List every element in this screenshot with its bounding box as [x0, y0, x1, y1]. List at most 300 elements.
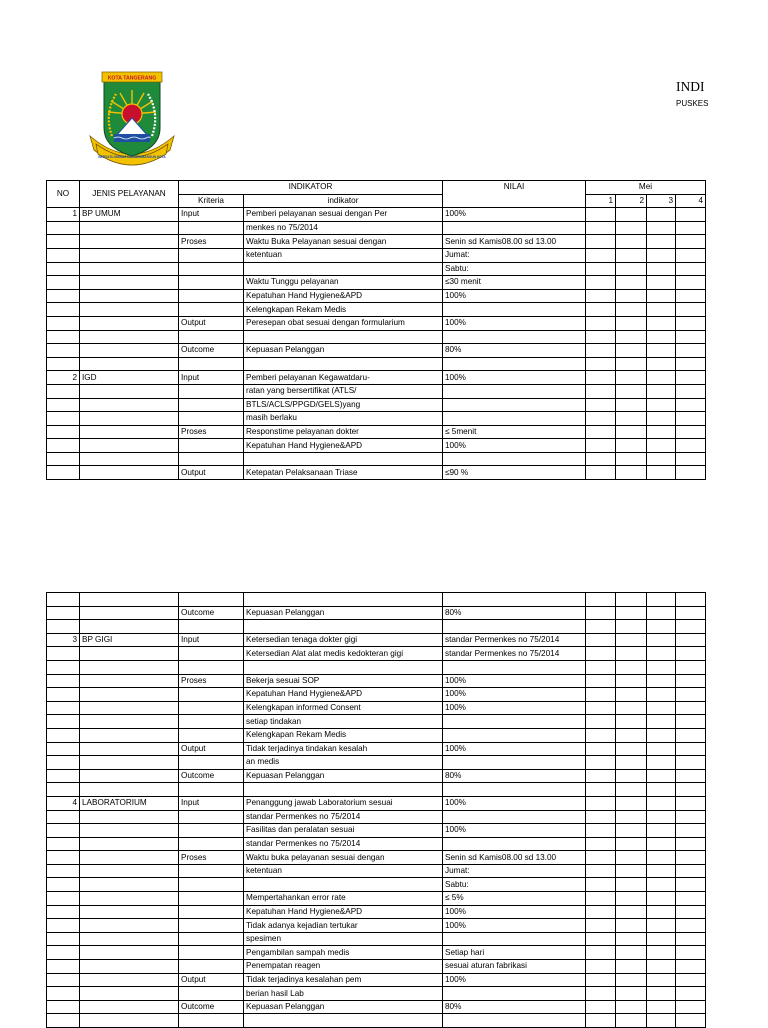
row-kriteria — [179, 919, 244, 933]
row-week-1-cell — [586, 384, 616, 398]
row-week-2-cell — [616, 783, 647, 797]
table-row — [47, 987, 706, 1001]
row-week-3-cell — [647, 932, 676, 946]
row-no — [47, 425, 80, 439]
row-week-3-cell — [647, 633, 676, 647]
row-week-1-cell — [586, 905, 616, 919]
row-kriteria — [179, 892, 244, 906]
header-week-3: 3 — [647, 194, 676, 208]
row-week-1-cell — [586, 973, 616, 987]
table-row — [47, 973, 706, 987]
row-week-3-cell — [647, 728, 676, 742]
row-jenis-pelayanan — [80, 960, 179, 974]
row-week-3-cell — [647, 466, 676, 480]
row-week-3-cell — [647, 647, 676, 661]
row-no — [47, 412, 80, 426]
row-no — [47, 316, 80, 330]
row-week-4-cell — [676, 384, 706, 398]
row-nilai — [443, 728, 586, 742]
row-week-1-cell — [586, 932, 616, 946]
row-week-2-cell — [616, 960, 647, 974]
row-week-4-cell — [676, 620, 706, 634]
row-indikator: Kepatuhan Hand Hygiene&APD — [244, 439, 443, 453]
row-indikator: BTLS/ACLS/PPGD/GELS)yang — [244, 398, 443, 412]
row-week-4-cell — [676, 892, 706, 906]
table-row — [47, 932, 706, 946]
row-indikator: Pemberi pelayanan Kegawatdaru- — [244, 371, 443, 385]
row-no — [47, 593, 80, 607]
row-nilai: Jumat: — [443, 248, 586, 262]
row-week-1-cell — [586, 620, 616, 634]
row-week-3-cell — [647, 756, 676, 770]
row-kriteria — [179, 824, 244, 838]
row-week-3-cell — [647, 276, 676, 290]
row-week-2-cell — [616, 892, 647, 906]
row-week-1-cell — [586, 987, 616, 1001]
table-row — [47, 344, 706, 358]
row-nilai: 100% — [443, 824, 586, 838]
row-nilai — [443, 452, 586, 466]
row-no — [47, 769, 80, 783]
row-kriteria — [179, 987, 244, 1001]
row-jenis-pelayanan: LABORATORIUM — [80, 796, 179, 810]
row-jenis-pelayanan — [80, 973, 179, 987]
row-week-3-cell — [647, 960, 676, 974]
row-week-2-cell — [616, 660, 647, 674]
row-week-1-cell — [586, 235, 616, 249]
row-week-2-cell — [616, 647, 647, 661]
table-row — [47, 593, 706, 607]
row-nilai: 100% — [443, 674, 586, 688]
row-week-4-cell — [676, 1000, 706, 1014]
row-week-3-cell — [647, 783, 676, 797]
row-jenis-pelayanan — [80, 289, 179, 303]
row-nilai: ≤90 % — [443, 466, 586, 480]
row-week-1-cell — [586, 660, 616, 674]
row-week-1-cell — [586, 248, 616, 262]
row-jenis-pelayanan — [80, 235, 179, 249]
row-kriteria — [179, 701, 244, 715]
row-week-1-cell — [586, 466, 616, 480]
row-week-2-cell — [616, 987, 647, 1001]
row-nilai: Jumat: — [443, 864, 586, 878]
row-nilai: Sabtu: — [443, 262, 586, 276]
row-jenis-pelayanan: BP GIGI — [80, 633, 179, 647]
row-indikator: Ketepatan Pelaksanaan Triase — [244, 466, 443, 480]
row-week-2-cell — [616, 756, 647, 770]
row-week-1-cell — [586, 452, 616, 466]
row-kriteria — [179, 660, 244, 674]
row-nilai — [443, 756, 586, 770]
row-indikator: Peresepan obat sesuai dengan formularium — [244, 316, 443, 330]
row-week-3-cell — [647, 919, 676, 933]
table-row — [47, 878, 706, 892]
row-no — [47, 960, 80, 974]
row-week-1-cell — [586, 593, 616, 607]
row-week-3-cell — [647, 398, 676, 412]
row-week-1-cell — [586, 769, 616, 783]
row-week-4-cell — [676, 248, 706, 262]
row-nilai — [443, 398, 586, 412]
row-week-2-cell — [616, 276, 647, 290]
row-week-3-cell — [647, 715, 676, 729]
table-row — [47, 647, 706, 661]
row-nilai: 80% — [443, 1000, 586, 1014]
row-week-4-cell — [676, 973, 706, 987]
row-week-1-cell — [586, 439, 616, 453]
row-kriteria — [179, 452, 244, 466]
row-kriteria — [179, 248, 244, 262]
row-no — [47, 276, 80, 290]
table-row — [47, 905, 706, 919]
row-week-1-cell — [586, 688, 616, 702]
row-kriteria — [179, 303, 244, 317]
row-no — [47, 466, 80, 480]
row-no: 2 — [47, 371, 80, 385]
row-week-4-cell — [676, 606, 706, 620]
row-nilai: 100% — [443, 208, 586, 222]
row-indikator: Kelengkapan Rekam Medis — [244, 303, 443, 317]
row-indikator: Bekerja sesuai SOP — [244, 674, 443, 688]
table-row — [47, 919, 706, 933]
row-week-1-cell — [586, 303, 616, 317]
row-week-2-cell — [616, 466, 647, 480]
row-nilai — [443, 810, 586, 824]
row-indikator: Tidak terjadinya kesalahan pem — [244, 973, 443, 987]
row-kriteria: Outcome — [179, 606, 244, 620]
header-week-2: 2 — [616, 194, 647, 208]
row-no — [47, 620, 80, 634]
row-week-1-cell — [586, 398, 616, 412]
row-week-1-cell — [586, 633, 616, 647]
row-nilai: Sabtu: — [443, 878, 586, 892]
row-indikator: Waktu buka pelayanan sesuai dengan — [244, 851, 443, 865]
row-week-2-cell — [616, 221, 647, 235]
table-row — [47, 384, 706, 398]
row-week-2-cell — [616, 919, 647, 933]
row-nilai — [443, 715, 586, 729]
row-week-2-cell — [616, 289, 647, 303]
row-week-3-cell — [647, 660, 676, 674]
row-week-2-cell — [616, 439, 647, 453]
row-no — [47, 248, 80, 262]
row-week-1-cell — [586, 208, 616, 222]
row-indikator: Ketersedian tenaga dokter gigi — [244, 633, 443, 647]
row-kriteria: Outcome — [179, 769, 244, 783]
row-jenis-pelayanan — [80, 316, 179, 330]
row-week-2-cell — [616, 728, 647, 742]
row-nilai: 100% — [443, 439, 586, 453]
row-jenis-pelayanan — [80, 1014, 179, 1028]
row-nilai: 100% — [443, 289, 586, 303]
row-jenis-pelayanan — [80, 412, 179, 426]
row-week-2-cell — [616, 398, 647, 412]
row-week-1-cell — [586, 728, 616, 742]
row-week-4-cell — [676, 647, 706, 661]
row-week-4-cell — [676, 783, 706, 797]
table-row — [47, 660, 706, 674]
row-week-2-cell — [616, 303, 647, 317]
table-row — [47, 946, 706, 960]
row-week-4-cell — [676, 864, 706, 878]
row-jenis-pelayanan — [80, 344, 179, 358]
row-no — [47, 864, 80, 878]
row-no — [47, 674, 80, 688]
row-week-3-cell — [647, 248, 676, 262]
header-indikator: INDIKATOR — [179, 181, 443, 195]
row-week-4-cell — [676, 701, 706, 715]
table-row — [47, 606, 706, 620]
row-week-4-cell — [676, 688, 706, 702]
row-indikator: Kelengkapan Rekam Medis — [244, 728, 443, 742]
row-week-3-cell — [647, 262, 676, 276]
row-week-2-cell — [616, 742, 647, 756]
row-indikator: spesimen — [244, 932, 443, 946]
row-week-2-cell — [616, 674, 647, 688]
row-week-2-cell — [616, 633, 647, 647]
row-kriteria: Outcome — [179, 1000, 244, 1014]
row-week-3-cell — [647, 330, 676, 344]
table-row — [47, 756, 706, 770]
row-kriteria — [179, 946, 244, 960]
row-no — [47, 701, 80, 715]
row-nilai — [443, 1014, 586, 1028]
row-kriteria — [179, 384, 244, 398]
header-indikator-sub: indikator — [244, 194, 443, 208]
logo-ribbon-text: BERSATU MAWAS DIRI MEMBANGUN KOTA — [98, 155, 166, 159]
row-indikator — [244, 593, 443, 607]
row-jenis-pelayanan — [80, 466, 179, 480]
row-no — [47, 756, 80, 770]
row-week-2-cell — [616, 425, 647, 439]
row-kriteria — [179, 756, 244, 770]
row-week-1-cell — [586, 810, 616, 824]
row-week-1-cell — [586, 960, 616, 974]
row-nilai — [443, 932, 586, 946]
row-indikator: Kepatuhan Hand Hygiene&APD — [244, 905, 443, 919]
row-indikator: an medis — [244, 756, 443, 770]
row-week-1-cell — [586, 919, 616, 933]
row-week-2-cell — [616, 330, 647, 344]
row-nilai: 100% — [443, 742, 586, 756]
row-kriteria — [179, 357, 244, 371]
row-week-2-cell — [616, 824, 647, 838]
row-indikator — [244, 878, 443, 892]
row-week-3-cell — [647, 973, 676, 987]
row-no: 1 — [47, 208, 80, 222]
row-week-3-cell — [647, 221, 676, 235]
row-jenis-pelayanan — [80, 715, 179, 729]
row-jenis-pelayanan — [80, 221, 179, 235]
row-indikator: Kepatuhan Hand Hygiene&APD — [244, 289, 443, 303]
row-week-4-cell — [676, 905, 706, 919]
row-kriteria: Input — [179, 208, 244, 222]
row-week-2-cell — [616, 593, 647, 607]
row-week-1-cell — [586, 316, 616, 330]
row-week-1-cell — [586, 824, 616, 838]
row-week-2-cell — [616, 688, 647, 702]
table-row — [47, 412, 706, 426]
table-row — [47, 303, 706, 317]
row-week-4-cell — [676, 742, 706, 756]
row-week-2-cell — [616, 357, 647, 371]
row-kriteria — [179, 439, 244, 453]
table-row — [47, 824, 706, 838]
row-week-4-cell — [676, 946, 706, 960]
table-row — [47, 466, 706, 480]
row-kriteria — [179, 262, 244, 276]
row-nilai: Setiap hari — [443, 946, 586, 960]
row-kriteria — [179, 905, 244, 919]
row-week-3-cell — [647, 452, 676, 466]
row-no — [47, 1000, 80, 1014]
row-jenis-pelayanan — [80, 851, 179, 865]
row-kriteria — [179, 647, 244, 661]
row-no — [47, 715, 80, 729]
row-week-4-cell — [676, 412, 706, 426]
row-kriteria — [179, 412, 244, 426]
row-week-1-cell — [586, 1014, 616, 1028]
row-no — [47, 344, 80, 358]
row-jenis-pelayanan — [80, 303, 179, 317]
row-week-3-cell — [647, 892, 676, 906]
row-week-4-cell — [676, 221, 706, 235]
row-week-2-cell — [616, 701, 647, 715]
header-jenis-pelayanan: JENIS PELAYANAN — [80, 181, 179, 208]
row-week-2-cell — [616, 344, 647, 358]
row-week-4-cell — [676, 987, 706, 1001]
row-week-3-cell — [647, 701, 676, 715]
row-week-1-cell — [586, 412, 616, 426]
row-jenis-pelayanan — [80, 878, 179, 892]
table-row — [47, 769, 706, 783]
row-week-1-cell — [586, 371, 616, 385]
row-week-4-cell — [676, 357, 706, 371]
header-week-4: 4 — [676, 194, 706, 208]
row-week-2-cell — [616, 606, 647, 620]
row-week-2-cell — [616, 235, 647, 249]
header-nilai: NILAI — [443, 181, 586, 208]
row-week-4-cell — [676, 796, 706, 810]
row-indikator: menkes no 75/2014 — [244, 221, 443, 235]
table-row — [47, 728, 706, 742]
logo-banner-text: KOTA TANGERANG — [107, 75, 157, 82]
row-nilai — [443, 357, 586, 371]
row-nilai: ≤30 menit — [443, 276, 586, 290]
row-jenis-pelayanan — [80, 946, 179, 960]
row-nilai: 80% — [443, 344, 586, 358]
row-no — [47, 289, 80, 303]
row-week-4-cell — [676, 932, 706, 946]
row-nilai: Senin sd Kamis08.00 sd 13.00 — [443, 235, 586, 249]
row-nilai: 80% — [443, 769, 586, 783]
row-week-3-cell — [647, 810, 676, 824]
row-kriteria — [179, 620, 244, 634]
table-row — [47, 235, 706, 249]
row-week-3-cell — [647, 864, 676, 878]
table-row — [47, 398, 706, 412]
row-indikator — [244, 330, 443, 344]
table-row — [47, 715, 706, 729]
row-kriteria — [179, 864, 244, 878]
row-week-2-cell — [616, 769, 647, 783]
row-nilai: Senin sd Kamis08.00 sd 13.00 — [443, 851, 586, 865]
row-week-1-cell — [586, 276, 616, 290]
row-no — [47, 262, 80, 276]
row-week-2-cell — [616, 878, 647, 892]
row-nilai — [443, 593, 586, 607]
row-indikator: Pengambilan sampah medis — [244, 946, 443, 960]
row-kriteria — [179, 398, 244, 412]
row-no — [47, 851, 80, 865]
row-nilai — [443, 384, 586, 398]
row-indikator: Ketersedian Alat alat medis kedokteran gigi — [244, 647, 443, 661]
row-week-4-cell — [676, 330, 706, 344]
row-week-4-cell — [676, 316, 706, 330]
row-jenis-pelayanan — [80, 660, 179, 674]
row-week-3-cell — [647, 439, 676, 453]
row-week-1-cell — [586, 221, 616, 235]
row-jenis-pelayanan — [80, 769, 179, 783]
row-no — [47, 837, 80, 851]
row-jenis-pelayanan — [80, 932, 179, 946]
table-row — [47, 851, 706, 865]
kota-tangerang-logo — [86, 70, 178, 166]
row-week-1-cell — [586, 289, 616, 303]
row-week-2-cell — [616, 316, 647, 330]
row-indikator — [244, 452, 443, 466]
row-nilai — [443, 303, 586, 317]
row-kriteria — [179, 810, 244, 824]
row-week-4-cell — [676, 466, 706, 480]
row-no — [47, 660, 80, 674]
row-no — [47, 987, 80, 1001]
row-jenis-pelayanan — [80, 330, 179, 344]
row-no — [47, 742, 80, 756]
row-kriteria: Output — [179, 466, 244, 480]
row-jenis-pelayanan — [80, 810, 179, 824]
row-no — [47, 932, 80, 946]
row-week-2-cell — [616, 851, 647, 865]
row-kriteria: Output — [179, 742, 244, 756]
row-nilai: ≤ 5menit — [443, 425, 586, 439]
row-week-1-cell — [586, 892, 616, 906]
row-nilai: 80% — [443, 606, 586, 620]
row-week-1-cell — [586, 864, 616, 878]
row-indikator: Kelengkapan informed Consent — [244, 701, 443, 715]
row-indikator — [244, 1014, 443, 1028]
row-nilai — [443, 330, 586, 344]
row-week-1-cell — [586, 262, 616, 276]
row-no — [47, 647, 80, 661]
row-no: 3 — [47, 633, 80, 647]
page-subtitle: PUSKES — [676, 99, 709, 108]
row-nilai: 100% — [443, 316, 586, 330]
row-no — [47, 398, 80, 412]
row-jenis-pelayanan — [80, 905, 179, 919]
table-row — [47, 892, 706, 906]
row-week-4-cell — [676, 756, 706, 770]
row-jenis-pelayanan — [80, 425, 179, 439]
row-indikator — [244, 660, 443, 674]
row-jenis-pelayanan — [80, 593, 179, 607]
row-week-3-cell — [647, 987, 676, 1001]
row-week-4-cell — [676, 289, 706, 303]
row-indikator: Kepuasan Pelanggan — [244, 1000, 443, 1014]
row-no — [47, 357, 80, 371]
row-kriteria — [179, 1014, 244, 1028]
row-week-4-cell — [676, 919, 706, 933]
